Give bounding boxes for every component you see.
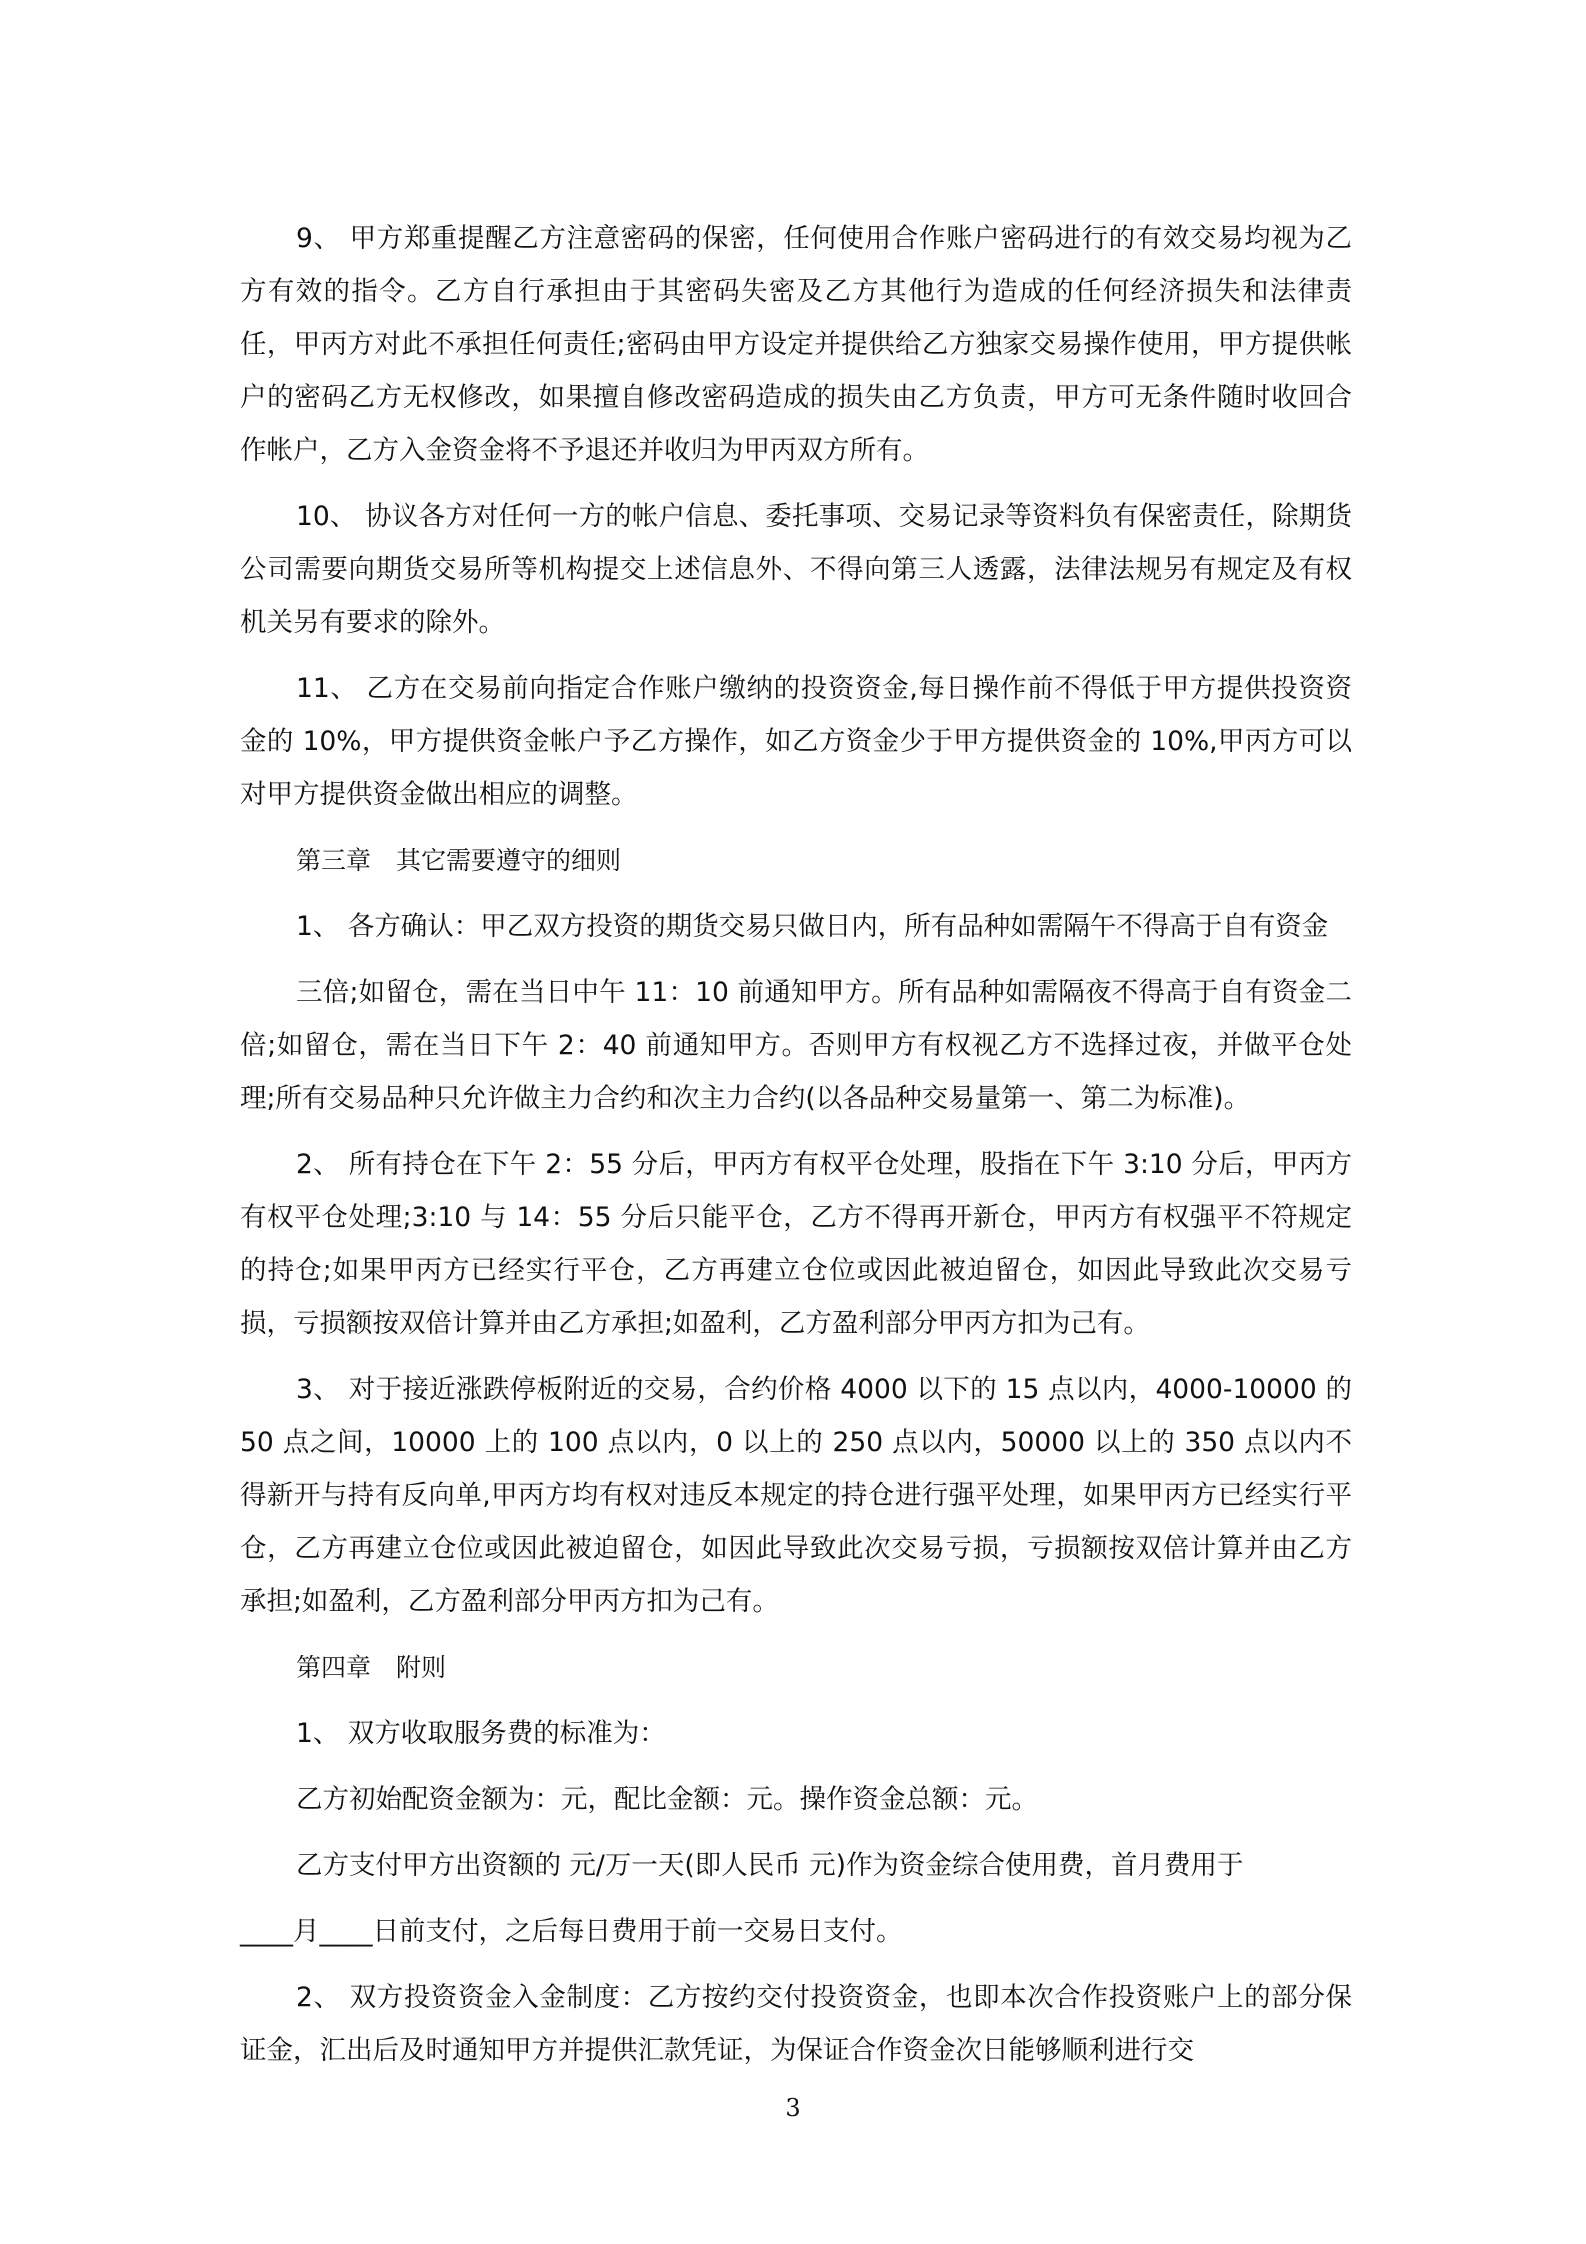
chapter-3-heading: 第三章 其它需要遵守的细则 — [296, 846, 622, 875]
clause-11: 11、 乙方在交易前向指定合作账户缴纳的投资资金,每日操作前不得低于甲方提供投资资金的 10%，甲方提供资金帐户予乙方操作，如乙方资金少于甲方提供资金的 10%,甲丙方可以对甲方提供资金做出相应的调整。 — [240, 673, 1352, 810]
fee-payment-date-line: ____月____日前支付，之后每日费用于前一交易日支付。 — [240, 1916, 903, 1947]
clause-9: 9、 甲方郑重提醒乙方注意密码的保密，任何使用合作账户密码进行的有效交易均视为乙方有效的指令。乙方自行承担由于其密码失密及乙方其他行为造成的任何经济损失和法律责任，甲丙方对此不承担任何责任;密码由甲方设定并提供给乙方独家交易操作使用，甲方提供帐户的密码乙方无权修改，如果擅自修改密码造成的损失由乙方负责，甲方可无条件随时收回合作帐户，乙方入金资金将不予退还并收归为甲丙双方所有。 — [240, 223, 1352, 466]
chapter-3-clause-1: 1、 各方确认：甲乙双方投资的期货交易只做日内，所有品种如需隔午不得高于自有资金 — [296, 911, 1329, 942]
page-number: 3 — [785, 2094, 801, 2122]
chapter-4-clause-2: 2、 双方投资资金入金制度：乙方按约交付投资资金，也即本次合作投资账户上的部分保证金，汇出后及时通知甲方并提供汇款凭证，为保证合作资金次日能够顺利进行交 — [240, 1982, 1352, 2066]
clause-10: 10、 协议各方对任何一方的帐户信息、委托事项、交易记录等资料负有保密责任，除期货公司需要向期货交易所等机构提交上述信息外、不得向第三人透露，法律法规另有规定及有权机关另有要求的除外。 — [240, 501, 1352, 638]
chapter-3-clause-3: 3、 对于接近涨跌停板附近的交易，合约价格 4000 以下的 15 点以内，4000-10000 的 50 点之间，10000 上的 100 点以内，0 以上的 250 点以内，50000 以上的 350 点以内不得新开与持有反向单,甲丙方均有权对违反本规定的持仓进行强平处理，如果甲丙方已经实行平仓，乙方再建立仓位或因此被迫留仓，如因此导致此次交易亏损，亏损额按双倍计算并由乙方承担;如盈利，乙方盈利部分甲丙方扣为己有。 — [240, 1374, 1352, 1617]
initial-funding-line: 乙方初始配资金额为：元，配比金额：元。操作资金总额：元。 — [296, 1784, 1038, 1815]
chapter-3-clause-2: 2、 所有持仓在下午 2：55 分后，甲丙方有权平仓处理，股指在下午 3:10 分后，甲丙方有权平仓处理;3:10 与 14：55 分后只能平仓，乙方不得再开新仓，甲丙方有权强平不符规定的持仓;如果甲丙方已经实行平仓，乙方再建立仓位或因此被迫留仓，如因此导致此次交易亏损，亏损额按双倍计算并由乙方承担;如盈利，乙方盈利部分甲丙方扣为己有。 — [240, 1149, 1352, 1339]
chapter-4-heading: 第四章 附则 — [296, 1653, 447, 1682]
chapter-4-clause-1: 1、 双方收取服务费的标准为： — [296, 1718, 666, 1749]
chapter-3-clause-1-continued: 三倍;如留仓，需在当日中午 11：10 前通知甲方。所有品种如需隔夜不得高于自有资金二倍;如留仓，需在当日下午 2：40 前通知甲方。否则甲方有权视乙方不选择过夜，并做平仓处理;所有交易品种只允许做主力合约和次主力合约(以各品种交易量第一、第二为标准)。 — [240, 977, 1352, 1114]
fee-line: 乙方支付甲方出资额的 元/万一天(即人民币 元)作为资金综合使用费，首月费用于 — [296, 1850, 1244, 1881]
document-body — [240, 212, 1352, 2090]
